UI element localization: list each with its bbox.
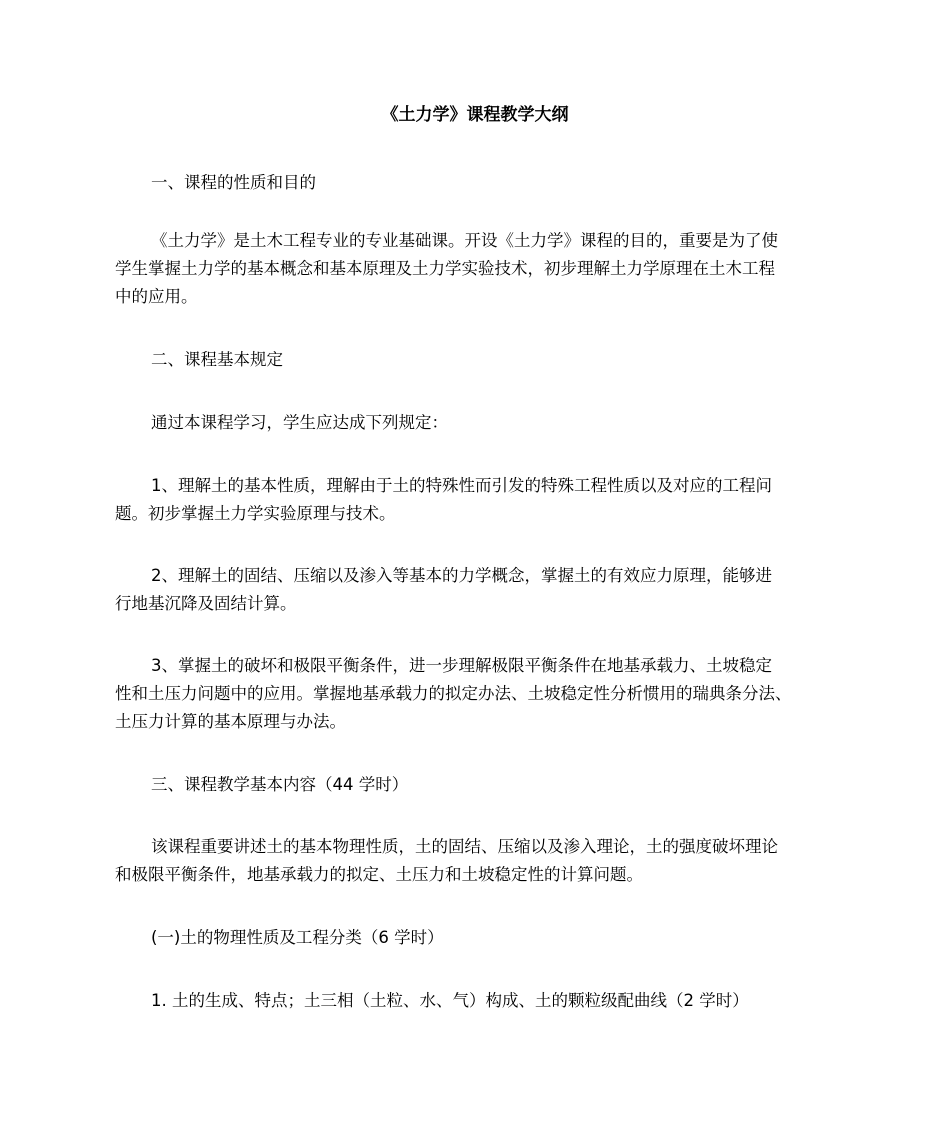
document-title: 《土力学》课程教学大纲 xyxy=(381,105,569,125)
text-line: 该课程重要讲述土的基本物理性质，土的固结、压缩以及渗入理论，土的强度破坏理论 xyxy=(151,837,778,856)
text-line: 行地基沉降及固结计算。 xyxy=(115,594,297,613)
heading-section-1 xyxy=(115,169,855,197)
text-line: 中的应用。 xyxy=(115,287,198,306)
text-line: 2、理解土的固结、压缩以及渗入等基本的力学概念，掌握土的有效应力原理，能够进 xyxy=(151,566,772,585)
text-line: 1. 土的生成、特点；土三相（土粒、水、气）构成、土的颗粒级配曲线（2 学时） xyxy=(151,991,749,1010)
text-line: 3、掌握土的破坏和极限平衡条件，进一步理解极限平衡条件在地基承载力、土坡稳定 xyxy=(151,656,772,675)
text-line: 通过本课程学习，学生应达成下列规定： xyxy=(151,413,448,432)
paragraph-requirements-intro xyxy=(115,409,855,437)
requirement-item-2 xyxy=(115,562,855,618)
text-line: 题。初步掌握土力学实验原理与技术。 xyxy=(115,504,396,523)
text-line: 三、课程教学基本内容（44 学时） xyxy=(151,775,409,794)
text-line: (一)土的物理性质及工程分类（6 学时） xyxy=(151,928,444,947)
text-line: 二、课程基本规定 xyxy=(151,350,283,369)
text-line: 一、课程的性质和目的 xyxy=(151,173,316,192)
heading-section-2 xyxy=(115,346,855,374)
unit-1-item-1 xyxy=(115,987,855,1015)
text-line: 性和土压力问题中的应用。掌握地基承载力的拟定办法、土坡稳定性分析惯用的瑞典条分法、 xyxy=(115,684,792,703)
paragraph-course-purpose xyxy=(115,227,855,311)
paragraph-course-content xyxy=(115,833,855,889)
subheading-unit-1 xyxy=(115,924,855,952)
heading-section-3 xyxy=(115,771,855,799)
text-line: 《土力学》是土木工程专业的专业基础课。开设《土力学》课程的目的，重要是为了使 xyxy=(151,231,778,250)
requirement-item-1 xyxy=(115,472,855,528)
text-line: 学生掌握土力学的基本概念和基本原理及土力学实验技术，初步理解土力学原理在土木工程 xyxy=(115,259,775,278)
requirement-item-3 xyxy=(115,652,855,736)
text-line: 1、理解土的基本性质，理解由于土的特殊性而引发的特殊工程性质以及对应的工程问 xyxy=(151,476,772,495)
text-line: 土压力计算的基本原理与办法。 xyxy=(115,712,346,731)
text-line: 和极限平衡条件，地基承载力的拟定、土压力和土坡稳定性的计算问题。 xyxy=(115,865,643,884)
